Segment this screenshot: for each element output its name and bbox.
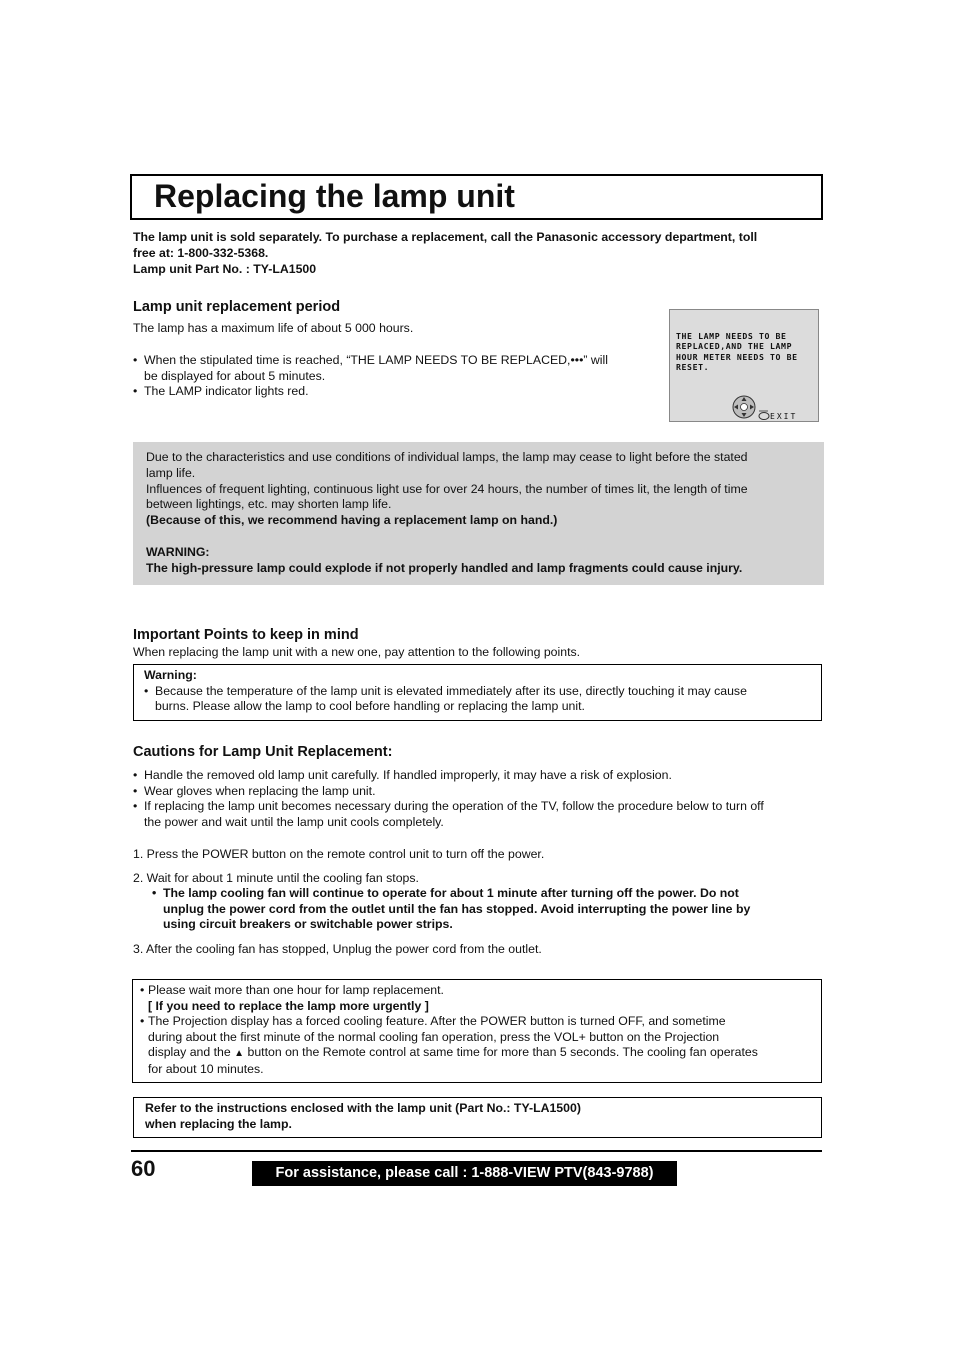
osd-exit-label: EXIT <box>770 412 798 421</box>
navigation-pad-icon <box>732 394 756 420</box>
bullet-line: • If replacing the lamp unit becomes necessary during the operation of the TV, follow the procedure below to turn off <box>144 799 764 814</box>
return-button-icon <box>758 409 770 421</box>
part-number: Lamp unit Part No. : TY-LA1500 <box>133 262 317 276</box>
intro-text <box>133 229 813 277</box>
osd-line: RESET. <box>676 362 710 373</box>
section-heading-cautions: Cautions for Lamp Unit Replacement: <box>133 744 393 760</box>
warning-label: Warning: <box>144 668 197 682</box>
list-item: • The LAMP indicator lights red. <box>133 384 653 400</box>
title-box <box>130 174 823 220</box>
note-line: using circuit breakers or switchable power strips. <box>163 917 453 932</box>
warning-line: burns. Please allow the lamp to cool before handling or replacing the lamp unit. <box>155 699 585 714</box>
bullet-line: • When the stipulated time is reached, “THE LAMP NEEDS TO BE REPLACED,•••” will <box>144 353 608 367</box>
footer-divider <box>131 1150 822 1152</box>
hot-lamp-warning-box <box>133 664 822 721</box>
urgent-line-part: button on the Remote control at same time for more than 5 seconds. The cooling fan operates <box>247 1045 758 1060</box>
note-line: unplug the power cord from the outlet until the fan has stopped. Avoid interrupting the power line by <box>163 901 751 916</box>
bullet-line: be displayed for about 5 minutes. <box>144 368 326 383</box>
section-heading-replacement-period: Lamp unit replacement period <box>133 299 341 315</box>
refer-instructions-box <box>133 1097 822 1138</box>
osd-line: REPLACED,AND THE LAMP <box>676 341 793 352</box>
step-1: 1. Press the POWER button on the remote control unit to turn off the power. <box>133 847 545 861</box>
intro-line: free at: 1-800-332-5368. <box>133 246 269 260</box>
step-2-note <box>152 886 812 933</box>
replacement-bullets <box>133 353 653 400</box>
important-intro-text: When replacing the lamp unit with a new one, pay attention to the following points. <box>133 645 581 659</box>
refer-line: when replacing the lamp. <box>145 1116 292 1131</box>
warning-text: The high-pressure lamp could explode if not properly handled and lamp fragments could cause injury. <box>146 560 743 575</box>
intro-line: The lamp unit is sold separately. To purchase a replacement, call the Panasonic accessory department, toll <box>133 230 758 244</box>
bullet-line: the power and wait until the lamp unit cools completely. <box>144 814 444 829</box>
osd-line: THE LAMP NEEDS TO BE <box>676 331 787 341</box>
urgent-line-part: display and the <box>148 1045 231 1060</box>
page-title: Replacing the lamp unit <box>154 178 515 214</box>
notice-line: between lightings, etc. may shorten lamp life. <box>146 497 392 512</box>
up-arrow-icon: ▲ <box>234 1048 245 1060</box>
note-line: • The lamp cooling fan will continue to operate for about 1 minute after turning off the power. Do not <box>163 886 739 900</box>
list-item <box>133 353 653 384</box>
page-number: 60 <box>131 1156 156 1181</box>
step-2: 2. Wait for about 1 minute until the cooling fan stops. <box>133 871 419 885</box>
urgent-line: • The Projection display has a forced cooling feature. After the POWER button is turned OFF, and sometime <box>148 1014 726 1029</box>
list-item <box>140 1014 816 1077</box>
section-heading-important-points: Important Points to keep in mind <box>133 627 359 643</box>
osd-line: HOUR METER NEEDS TO BE <box>676 351 798 362</box>
urgent-line <box>148 1045 816 1062</box>
warning-label: WARNING: <box>146 544 210 559</box>
notice-recommendation: (Because of this, we recommend having a replacement lamp on hand.) <box>146 513 558 528</box>
urgent-line: for about 10 minutes. <box>148 1061 264 1076</box>
notice-line: lamp life. <box>146 465 196 480</box>
list-item: • Please wait more than one hour for lamp replacement. <box>140 983 816 999</box>
notice-line: Due to the characteristics and use conditions of individual lamps, the lamp may cease to light before the stated <box>146 450 748 464</box>
step-3: 3. After the cooling fan has stopped, Unplug the power cord from the outlet. <box>133 942 542 956</box>
list-item: • Handle the removed old lamp unit carefully. If handled improperly, it may have a risk of explosion. <box>133 768 818 784</box>
urgent-replacement-box <box>132 979 822 1083</box>
cautions-list <box>133 768 818 830</box>
urgent-subheading: [ If you need to replace the lamp more urgently ] <box>148 998 429 1013</box>
refer-line: Refer to the instructions enclosed with the lamp unit (Part No.: TY-LA1500) <box>145 1101 581 1115</box>
list-item <box>152 886 812 933</box>
lamp-life-text: The lamp has a maximum life of about 5 000 hours. <box>133 321 414 335</box>
urgent-line: during about the first minute of the normal cooling fan operation, press the VOL+ button on the Projection <box>148 1029 720 1044</box>
list-item: • Wear gloves when replacing the lamp unit. <box>133 784 818 800</box>
osd-message-screen <box>669 309 819 422</box>
lamp-life-notice <box>133 442 824 585</box>
warning-line: • Because the temperature of the lamp unit is elevated immediately after its use, directly touching it may cause <box>155 683 747 698</box>
notice-line: Influences of frequent lighting, continuous light use for over 24 hours, the number of times lit, the length of time <box>146 481 748 496</box>
list-item <box>133 799 818 830</box>
assistance-banner: For assistance, please call : 1-888-VIEW PTV(843-9788) <box>252 1161 677 1186</box>
list-item <box>144 684 814 715</box>
osd-message <box>676 331 818 373</box>
